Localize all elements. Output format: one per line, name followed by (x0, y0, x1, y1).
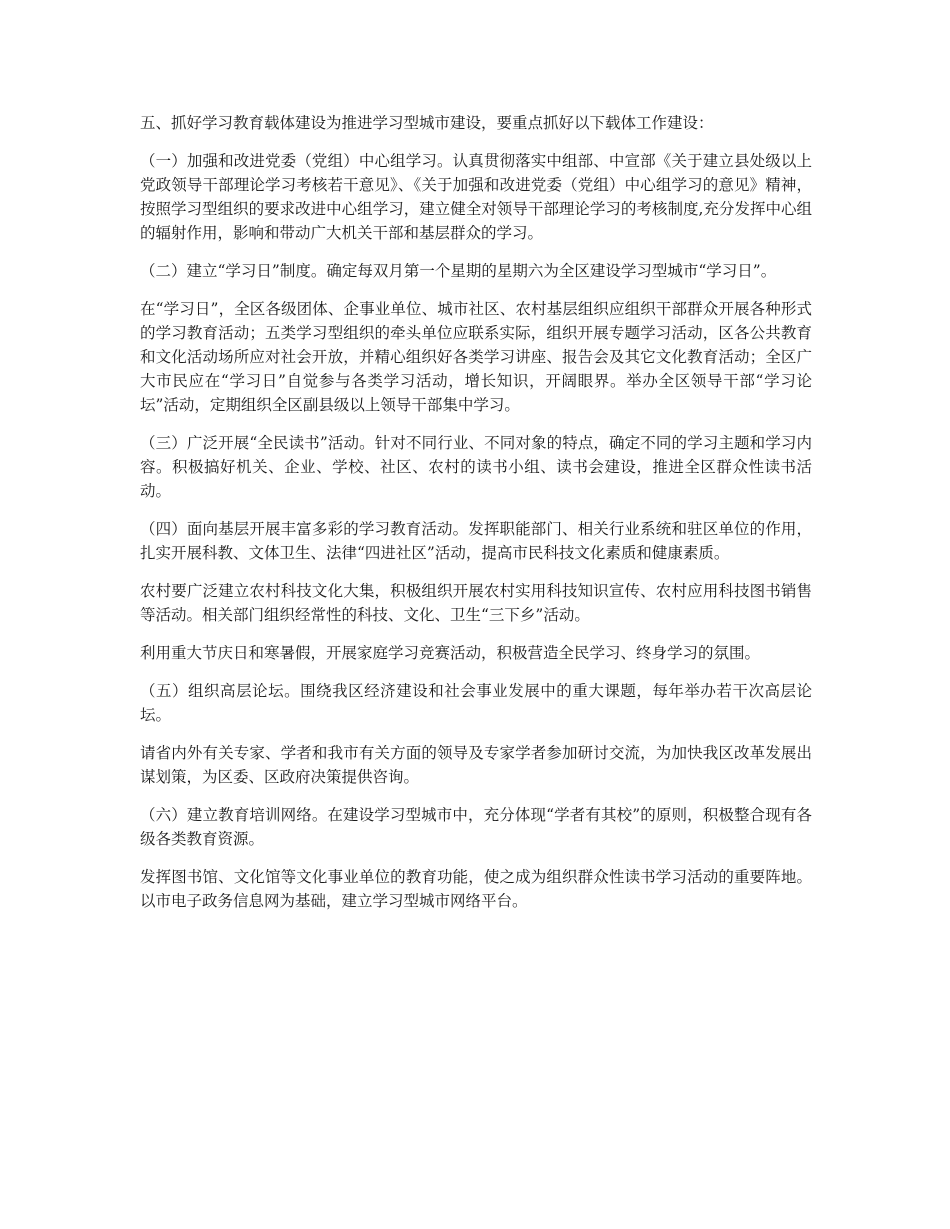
paragraph-item-six: （六）建立教育培训网络。在建设学习型城市中，充分体现“学者有其校”的原则，积极整合现有各级各类教育资源。 (140, 806, 812, 848)
document-body (140, 111, 812, 927)
paragraph-holiday-activities: 利用重大节庆日和寒暑假，开展家庭学习竞赛活动，积极营造全民学习、终身学习的氛围。 (140, 644, 761, 662)
paragraph-expert-forum: 请省内外有关专家、学者和我市有关方面的领导及专家学者参加研讨交流，为加快我区改革发展出谋划策，为区委、区政府决策提供咨询。 (140, 744, 812, 786)
paragraph-rural-activities: 农村要广泛建立农村科技文化大集，积极组织开展农村实用科技知识宣传、农村应用科技图书销售等活动。相关部门组织经常性的科技、文化、卫生“三下乡”活动。 (140, 582, 812, 624)
paragraph-library-network: 发挥图书馆、文化馆等文化事业单位的教育功能，使之成为组织群众性读书学习活动的重要阵地。以市电子政务信息网为基础，建立学习型城市网络平台。 (140, 868, 812, 910)
paragraph-item-one: （一）加强和改进党委（党组）中心组学习。认真贯彻落实中组部、中宣部《关于建立县处级以上党政领导干部理论学习考核若干意见》、《关于加强和改进党委（党组）中心组学习的意见》精神，按照学习型组织的要求改进中心组学习，建立健全对领导干部理论学习的考核制度,充分发挥中心组的辐射作用，影响和带动广大机关干部和基层群众的学习。 (140, 152, 812, 242)
paragraph-item-three: （三）广泛开展“全民读书”活动。针对不同行业、不同对象的特点，确定不同的学习主题和学习内容。积极搞好机关、企业、学校、社区、农村的读书小组、读书会建设，推进全区群众性读书活动。 (140, 434, 812, 500)
paragraph-item-four: （四）面向基层开展丰富多彩的学习教育活动。发挥职能部门、相关行业系统和驻区单位的作用，扎实开展科教、文体卫生、法律“四进社区”活动，提高市民科技文化素质和健康素质。 (140, 520, 812, 562)
paragraph-section-five-heading: 五、抓好学习教育载体建设为推进学习型城市建设，要重点抓好以下载体工作建设： (140, 114, 714, 132)
paragraph-item-two: （二）建立“学习日”制度。确定每双月第一个星期的星期六为全区建设学习型城市“学习日”。 (140, 262, 777, 280)
paragraph-item-five: （五）组织高层论坛。围绕我区经济建设和社会事业发展中的重大课题，每年举办若干次高层论坛。 (140, 682, 812, 724)
paragraph-learning-day-details: 在“学习日”，全区各级团体、企事业单位、城市社区、农村基层组织应组织干部群众开展各种形式的学习教育活动；五类学习型组织的牵头单位应联系实际，组织开展专题学习活动，区各公共教育和文化活动场所应对社会开放，并精心组织好各类学习讲座、报告会及其它文化教育活动；全区广大市民应在“学习日”自觉参与各类学习活动，增长知识，开阔眼界。举办全区领导干部“学习论坛”活动，定期组织全区副县级以上领导干部集中学习。 (140, 300, 812, 414)
